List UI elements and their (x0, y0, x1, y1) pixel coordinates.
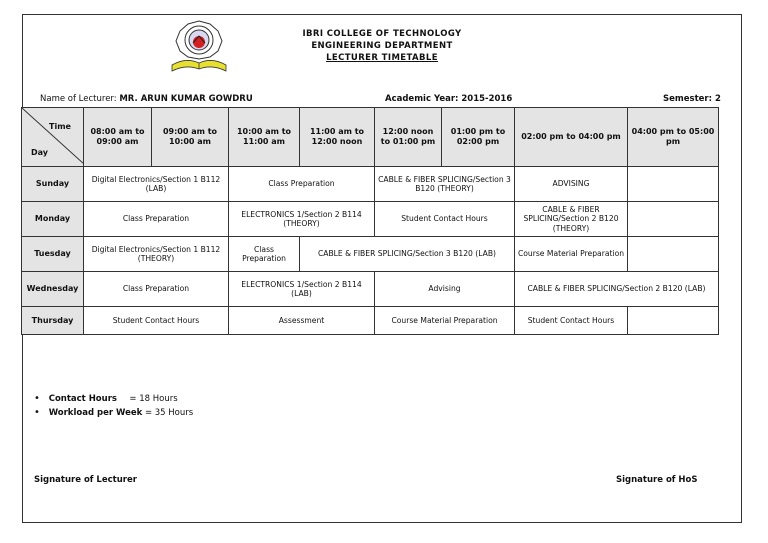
corner-day-label: Day (31, 148, 49, 157)
session-cell: Student Contact Hours (375, 202, 515, 237)
day-cell: Sunday (22, 167, 84, 202)
empty-cell (628, 202, 719, 237)
lecturer-signature-label: Signature of Lecturer (34, 475, 137, 485)
contact-hours-label: Contact Hours (48, 394, 117, 404)
session-cell: Course Material Preparation (515, 237, 628, 272)
hos-signature-label: Signature of HoS (616, 475, 698, 485)
department-name: ENGINEERING DEPARTMENT (311, 41, 453, 51)
lecturer-info (40, 94, 253, 104)
lecturer-label: Name of Lecturer: (40, 94, 117, 104)
session-cell: ADVISING (515, 167, 628, 202)
session-cell: Class Preparation (229, 167, 375, 202)
list-item (34, 392, 193, 406)
academic-year: Academic Year: 2015-2016 (385, 94, 513, 104)
list-item (34, 406, 193, 420)
lecturer-name: MR. ARUN KUMAR GOWDRU (119, 94, 253, 104)
session-cell: CABLE & FIBER SPLICING/Section 2 B120 (THEORY) (515, 202, 628, 237)
day-cell: Tuesday (22, 237, 84, 272)
day-cell: Monday (22, 202, 84, 237)
slot-header: 02:00 pm to 04:00 pm (515, 108, 628, 167)
slot-header: 01:00 pm to 02:00 pm (442, 108, 515, 167)
table-row (22, 237, 719, 272)
session-cell: ELECTRONICS 1/Section 2 B114 (LAB) (229, 272, 375, 307)
session-cell: ELECTRONICS 1/Section 2 B114 (THEORY) (229, 202, 375, 237)
slot-header: 10:00 am to 11:00 am (229, 108, 300, 167)
session-cell: CABLE & FIBER SPLICING/Section 2 B120 (LAB) (515, 272, 719, 307)
slot-header: 12:00 noon to 01:00 pm (375, 108, 442, 167)
empty-cell (628, 237, 719, 272)
slot-header: 11:00 am to 12:00 noon (300, 108, 375, 167)
session-cell: Digital Electronics/Section 1 B112 (THEORY) (84, 237, 229, 272)
semester: Semester: 2 (663, 94, 721, 104)
table-row (22, 307, 719, 335)
table-row (22, 272, 719, 307)
corner-cell (22, 108, 84, 167)
session-cell: Class Preparation (229, 237, 300, 272)
workload-value: = 35 Hours (144, 408, 194, 418)
day-cell: Wednesday (22, 272, 84, 307)
slot-header: 08:00 am to 09:00 am (84, 108, 152, 167)
table-row (22, 167, 719, 202)
session-cell: Student Contact Hours (515, 307, 628, 335)
session-cell: Advising (375, 272, 515, 307)
workload-label: Workload per Week (48, 408, 143, 418)
corner-time-label: Time (49, 122, 71, 131)
session-cell: CABLE & FIBER SPLICING/Section 3 B120 (LAB) (300, 237, 515, 272)
summary-list (34, 392, 193, 420)
table-row (22, 202, 719, 237)
session-cell: Digital Electronics/Section 1 B112 (LAB) (84, 167, 229, 202)
contact-hours-value: = 18 Hours (129, 394, 178, 404)
session-cell: Class Preparation (84, 272, 229, 307)
slot-header: 04:00 pm to 05:00 pm (628, 108, 719, 167)
header-row (22, 108, 719, 167)
timetable (21, 107, 719, 335)
session-cell: Assessment (229, 307, 375, 335)
day-cell: Thursday (22, 307, 84, 335)
session-cell: Student Contact Hours (84, 307, 229, 335)
slot-header: 09:00 am to 10:00 am (152, 108, 229, 167)
empty-cell (628, 307, 719, 335)
session-cell: Course Material Preparation (375, 307, 515, 335)
session-cell: CABLE & FIBER SPLICING/Section 3 B120 (THEORY) (375, 167, 515, 202)
session-cell: Class Preparation (84, 202, 229, 237)
document-title: LECTURER TIMETABLE (326, 53, 438, 63)
empty-cell (628, 167, 719, 202)
college-name: IBRI COLLEGE OF TECHNOLOGY (302, 29, 462, 39)
